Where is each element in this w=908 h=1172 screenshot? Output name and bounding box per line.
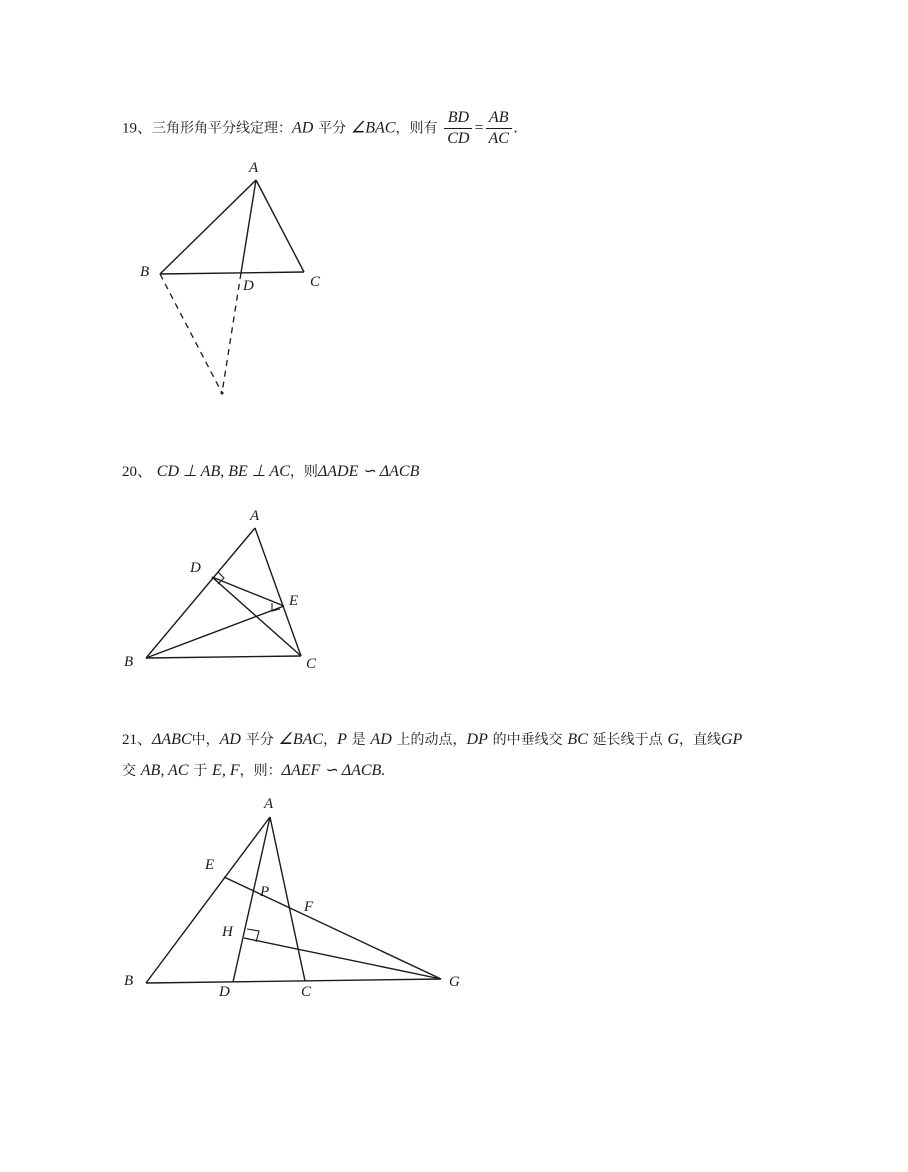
problem-19-title: 三角形角平分线定理： bbox=[152, 120, 293, 137]
fig20-label-d: D bbox=[190, 560, 201, 576]
fig19-side-bc bbox=[160, 272, 304, 274]
figure-21 bbox=[124, 796, 460, 1000]
problem-19-bisects: 平分 bbox=[318, 120, 347, 137]
fig21-label-a: A bbox=[264, 796, 274, 812]
fig21-label-e: E bbox=[205, 857, 215, 873]
fraction-bd-cd: $\frac{BD}{CD}$ bbox=[444, 108, 472, 149]
fig20-segment-de bbox=[212, 577, 284, 606]
fig21-label-c: C bbox=[301, 984, 312, 1000]
problem-19-number: 19、 bbox=[122, 120, 153, 137]
fig19-label-d: D bbox=[243, 278, 254, 294]
problem-20-then: ，则 bbox=[289, 464, 318, 480]
fig19-label-b: B bbox=[140, 264, 150, 280]
fraction-ab-ac: $\frac{AB}{AC}$ bbox=[486, 108, 512, 149]
fig21-side-ac bbox=[270, 817, 305, 981]
fig21-perpendicular-hg bbox=[244, 938, 441, 979]
problem-19-given: AD bbox=[292, 119, 314, 137]
problem-19-period: . bbox=[513, 119, 518, 137]
problem-20-number: 20、 bbox=[122, 464, 153, 480]
fig21-label-g: G bbox=[449, 974, 460, 990]
fig20-label-b: B bbox=[124, 654, 134, 670]
fig19-bisector-ad bbox=[241, 180, 256, 273]
fig19-dashed-d bbox=[222, 273, 241, 393]
fig20-side-ab bbox=[146, 528, 255, 658]
fig20-label-c: C bbox=[306, 656, 317, 672]
fig19-label-a: A bbox=[249, 160, 259, 176]
fig21-label-p: P bbox=[260, 884, 270, 900]
problem-19-then: ，则有 bbox=[395, 120, 438, 137]
fig20-side-bc bbox=[146, 656, 301, 658]
figure-19 bbox=[140, 160, 321, 395]
equals-sign: = bbox=[474, 119, 484, 137]
fig21-label-h: H bbox=[222, 924, 233, 940]
fig20-side-ac bbox=[255, 528, 301, 656]
figure-20 bbox=[124, 508, 317, 672]
fig19-side-ab bbox=[160, 180, 256, 274]
problem-20-conclusion: ΔADE ∽ ΔACB bbox=[317, 463, 420, 480]
fig20-label-e: E bbox=[289, 593, 299, 609]
fig21-label-f: F bbox=[304, 899, 314, 915]
fig19-dashed-b bbox=[160, 274, 222, 393]
fig20-altitude-be bbox=[146, 606, 284, 658]
fig19-side-ac bbox=[256, 180, 304, 272]
fig21-label-b: B bbox=[124, 973, 134, 989]
problem-19-angle: ∠BAC bbox=[350, 119, 396, 137]
problem-21-line-2: 交 AB, AC 于 E, F，则：ΔAEF ∽ ΔACB. bbox=[122, 762, 386, 779]
problem-21-line-1: 21、ΔABC中，AD 平分 ∠BAC，P 是 AD 上的动点，DP 的中垂线交 BC 延长线于点 G，直线GP bbox=[122, 731, 743, 748]
fig21-line-bg bbox=[146, 979, 441, 983]
fig19-label-c: C bbox=[310, 274, 321, 290]
fig21-line-eg bbox=[224, 877, 441, 979]
fig20-label-a: A bbox=[250, 508, 260, 524]
problem-21-number: 21、 bbox=[122, 732, 153, 748]
fig21-label-d: D bbox=[219, 984, 230, 1000]
problem-20-given: CD ⊥ AB, BE ⊥ AC bbox=[156, 463, 290, 480]
fig19-point bbox=[221, 392, 224, 395]
